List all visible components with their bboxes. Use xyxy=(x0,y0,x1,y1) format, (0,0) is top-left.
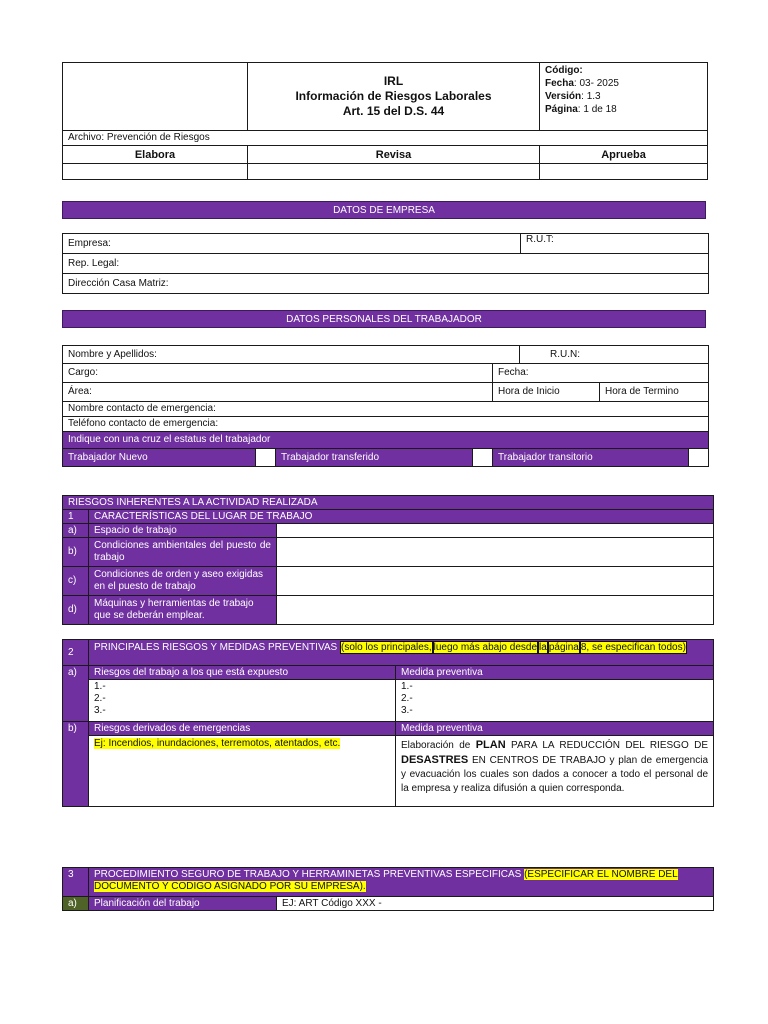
rut-label: R.U.T: xyxy=(526,234,554,245)
section3-title-text: PROCEDIMIENTO SEGURO DE TRABAJO Y HERRAMINETAS PREVENTIVAS ESPECIFICAS xyxy=(94,869,525,880)
section3a-letter: a) xyxy=(63,897,89,911)
section2-note-5: 8, se especifican todos) xyxy=(580,642,686,653)
pagina-value: : 1 de 18 xyxy=(577,104,617,115)
hora-termino-label: Hora de Termino xyxy=(605,386,679,397)
riesgos-expuesto-header: Riesgos del trabajo a los que está expuesto xyxy=(89,666,396,680)
plan-text-1: Elaboración de xyxy=(401,740,476,751)
elabora-field[interactable] xyxy=(63,164,248,180)
plan-bold: PLAN xyxy=(475,739,506,751)
version-value: : 1.3 xyxy=(581,91,601,102)
item-letter: a) xyxy=(63,524,89,538)
fecha-trab-label: Fecha: xyxy=(498,367,529,378)
section2-note-2: luego más abajo desde xyxy=(433,642,538,653)
riesgos-title: RIESGOS INHERENTES A LA ACTIVIDAD REALIZADA xyxy=(63,496,714,510)
planificacion-label: Planificación del trabajo xyxy=(89,897,277,911)
empresa-field[interactable] xyxy=(63,234,521,254)
section2b-letter: b) xyxy=(63,722,89,807)
maquinas-herramientas-field[interactable] xyxy=(277,596,714,625)
aprueba-field[interactable] xyxy=(540,164,708,180)
transitorio-label: Trabajador transitorio xyxy=(493,449,689,467)
nuevo-checkbox[interactable] xyxy=(256,449,276,467)
fecha-field[interactable] xyxy=(493,364,709,383)
section3-number: 3 xyxy=(63,868,89,897)
title-info: Información de Riesgos Laborales xyxy=(295,89,492,103)
empresa-table xyxy=(62,233,709,294)
espacio-trabajo-field[interactable] xyxy=(277,524,714,538)
title-irl: IRL xyxy=(383,74,404,88)
contacto-label: Nombre contacto de emergencia: xyxy=(68,403,216,414)
direccion-label: Dirección Casa Matriz: xyxy=(68,277,169,289)
section1-title: CARACTERÍSTICAS DEL LUGAR DE TRABAJO xyxy=(89,510,714,524)
logo-cell xyxy=(63,63,248,131)
nombre-label: Nombre y Apellidos: xyxy=(68,348,157,360)
cargo-field[interactable] xyxy=(63,364,493,383)
trabajador-table xyxy=(62,345,709,467)
list-item: 3.- xyxy=(401,705,413,716)
fecha-value: : 03- 2025 xyxy=(573,78,619,89)
transferido-label: Trabajador transferido xyxy=(276,449,473,467)
section2-note-3: la xyxy=(539,642,547,653)
item-label: Máquinas y herramientas de trabajo que se deberán emplear. xyxy=(89,596,277,625)
archivo-cell: Archivo: Prevención de Riesgos xyxy=(63,131,708,146)
section3-title xyxy=(89,868,714,897)
codigo-label: Código: xyxy=(545,65,583,76)
run-field[interactable] xyxy=(520,346,709,364)
riesgos-emergencias-header: Riesgos derivados de emergencias xyxy=(89,722,396,736)
item-letter: b) xyxy=(63,538,89,567)
emergencias-field[interactable] xyxy=(89,736,396,807)
section2-note-1: (solo los principales, xyxy=(341,642,432,653)
area-field[interactable] xyxy=(63,383,493,402)
document-title xyxy=(248,63,540,131)
estatus-header: Indique con una cruz el estatus del trabajador xyxy=(63,432,709,449)
revisa-field[interactable] xyxy=(248,164,540,180)
planificacion-field[interactable]: EJ: ART Código XXX - xyxy=(277,897,714,911)
datos-empresa-band: DATOS DE EMPRESA xyxy=(62,201,706,219)
section2-note-4: página xyxy=(548,642,579,653)
rep-legal-label: Rep. Legal: xyxy=(68,257,120,269)
list-item: 3.- xyxy=(94,705,106,716)
pagina-label: Página xyxy=(545,104,578,115)
rut-field[interactable] xyxy=(521,234,709,254)
cargo-label: Cargo: xyxy=(68,367,99,378)
list-item: 1.- xyxy=(94,681,106,692)
nombre-field[interactable] xyxy=(63,346,520,364)
empresa-label: Empresa: xyxy=(68,237,111,249)
contacto-emergencia-field[interactable] xyxy=(63,402,709,417)
orden-aseo-field[interactable] xyxy=(277,567,714,596)
list-item: 1.- xyxy=(401,681,413,692)
run-label: R.U.N: xyxy=(550,348,581,360)
fecha-label: Fecha xyxy=(545,78,574,89)
section2a-letter: a) xyxy=(63,666,89,722)
revisa-header: Revisa xyxy=(248,146,540,164)
plan-text-2: PARA LA REDUCCIÓN DEL RIESGO DE xyxy=(505,740,709,751)
medidas-list[interactable] xyxy=(396,680,714,722)
aprueba-header: Aprueba xyxy=(540,146,708,164)
condiciones-ambientales-field[interactable] xyxy=(277,538,714,567)
transferido-checkbox[interactable] xyxy=(473,449,493,467)
list-item: 2.- xyxy=(401,693,413,704)
datos-trabajador-band: DATOS PERSONALES DEL TRABAJADOR xyxy=(62,310,706,328)
section2-number: 2 xyxy=(63,640,89,666)
plan-text-3: EN CENTROS DE TRABAJO y plan de emergencia y evacuación los cuales son dados a conocer a todo el personal de la empresa y realiza difusión a quien corresponda. xyxy=(401,755,709,794)
item-letter: d) xyxy=(63,596,89,625)
section3-note: (ESPECIFICAR EL NOMBRE DEL DOCUMENTO Y CODIGO ASIGNADO POR SU EMPRESA). xyxy=(94,869,678,892)
plan-emergencia-field[interactable] xyxy=(396,736,714,807)
title-art: Art. 15 del D.S. 44 xyxy=(342,104,445,118)
doc-meta xyxy=(540,63,708,131)
elabora-header: Elabora xyxy=(63,146,248,164)
section2-table xyxy=(62,639,714,807)
rep-legal-field[interactable] xyxy=(63,254,709,274)
section1-number: 1 xyxy=(63,510,89,524)
item-label: Condiciones ambientales del puesto de trabajo xyxy=(89,538,277,567)
medida-preventiva-header: Medida preventiva xyxy=(396,666,714,680)
item-letter: c) xyxy=(63,567,89,596)
emergencias-example: Ej: Incendios, inundaciones, terremotos, atentados, etc. xyxy=(94,738,341,749)
item-label: Espacio de trabajo xyxy=(89,524,277,538)
section3-table xyxy=(62,867,714,911)
section2-title xyxy=(89,640,714,666)
nuevo-label: Trabajador Nuevo xyxy=(63,449,256,467)
riesgos-table xyxy=(62,495,714,625)
direccion-field[interactable] xyxy=(63,274,709,294)
transitorio-checkbox[interactable] xyxy=(689,449,709,467)
hora-inicio-label: Hora de Inicio xyxy=(498,386,560,397)
desastres-bold: DESASTRES xyxy=(401,754,469,766)
item-label: Condiciones de orden y aseo exigidas en el puesto de trabajo xyxy=(89,567,277,596)
telefono-emergencia-field[interactable] xyxy=(63,417,709,432)
header-table xyxy=(62,62,708,180)
section2-title-text: PRINCIPALES RIESGOS Y MEDIDAS PREVENTIVAS xyxy=(94,642,340,653)
hora-termino-field[interactable] xyxy=(600,383,709,402)
riesgos-list[interactable] xyxy=(89,680,396,722)
version-label: Versión xyxy=(545,91,582,102)
telefono-label: Teléfono contacto de emergencia: xyxy=(68,418,219,429)
medida-preventiva-b-header: Medida preventiva xyxy=(396,722,714,736)
area-label: Área: xyxy=(68,386,92,397)
hora-inicio-field[interactable] xyxy=(493,383,600,402)
list-item: 2.- xyxy=(94,693,106,704)
